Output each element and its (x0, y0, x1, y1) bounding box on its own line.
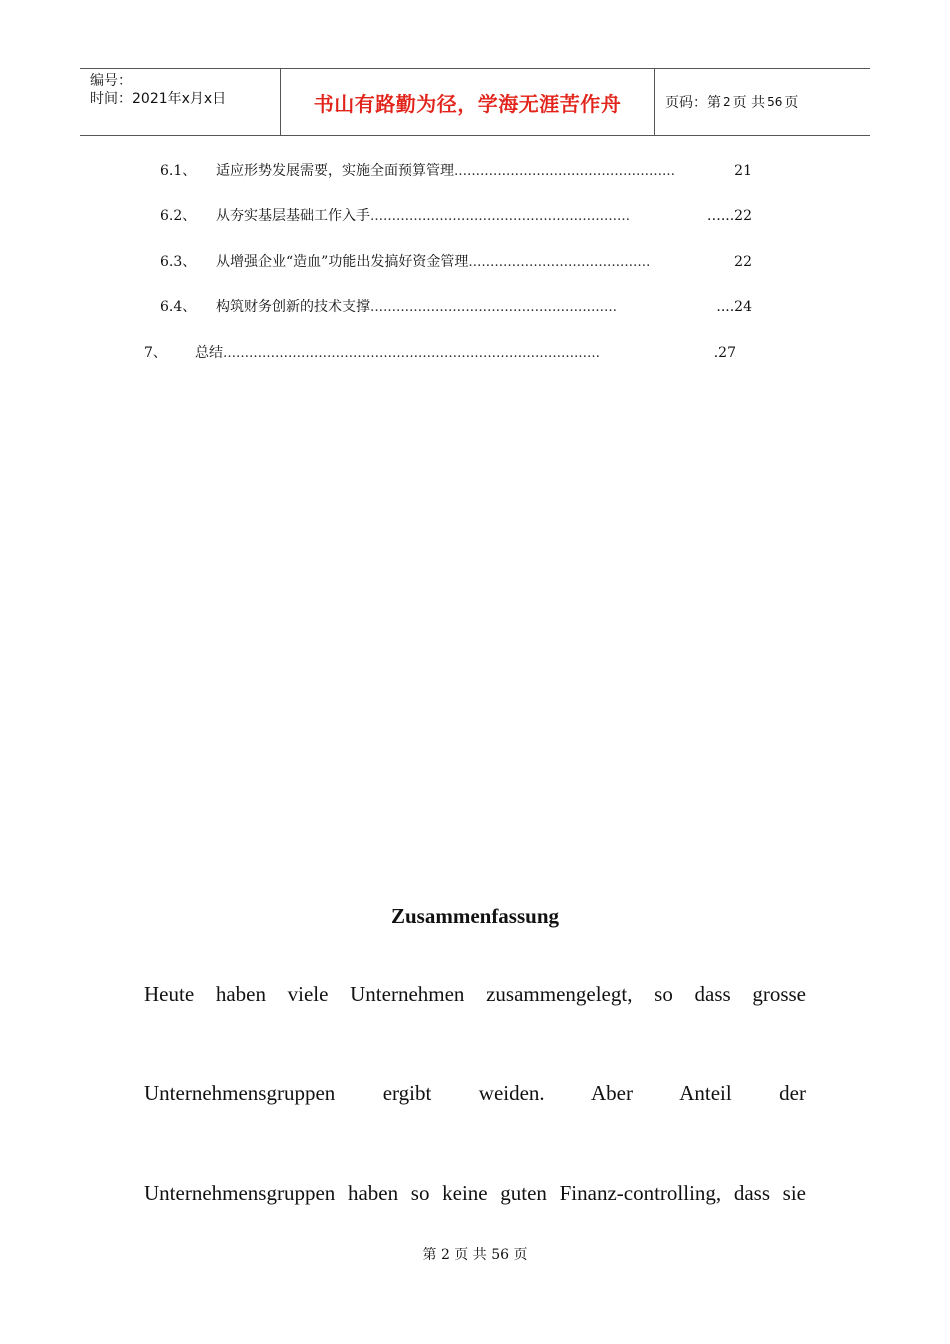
time-label: 时间：2021年x月x日 (90, 91, 227, 107)
toc-leader: …………………………………………………… (370, 209, 630, 224)
toc-page: …...22 (706, 208, 752, 224)
toc-number: 6.2、 (160, 208, 197, 224)
paragraph-line: Unternehmensgruppen ergibt weiden. Aber Anteil der (144, 1081, 806, 1105)
toc-entry[interactable] (160, 251, 752, 273)
toc-title: 总结 (195, 345, 223, 361)
section-heading: Zusammenfassung (390, 904, 560, 928)
toc-entry[interactable] (160, 296, 752, 318)
page-mid: 页 共 (732, 95, 766, 111)
header-motto-cell (281, 69, 655, 135)
toc-leader: ………………………………………………… (370, 300, 617, 315)
toc-page: ....24 (716, 299, 752, 315)
toc-entry[interactable] (144, 342, 736, 364)
serial-label: 编号： (90, 73, 132, 89)
page-prefix: 页码：第 (665, 95, 721, 111)
header-motto: 书山有路勤为径，学海无涯苦作舟 (313, 91, 622, 116)
page-footer: 第 2 页 共 56 页 (422, 1247, 528, 1263)
toc-title: 适应形势发展需要，实施全面预算管理 (216, 163, 454, 179)
toc-entry[interactable] (160, 205, 752, 227)
page-total: 56 (767, 95, 783, 109)
paragraph-line: Heute haben viele Unternehmen zusammengelegt, so dass grosse (144, 982, 806, 1006)
header-meta-cell (80, 69, 281, 135)
toc-number: 6.4、 (160, 299, 197, 315)
toc-title: 从夯实基层基础工作入手 (216, 208, 370, 224)
toc-leader: …………………………………………… (454, 164, 675, 179)
toc-number: 7、 (144, 345, 167, 361)
toc-page: 22 (734, 254, 752, 270)
page-header (80, 68, 870, 136)
toc-entry[interactable] (160, 160, 752, 182)
toc-page: .27 (713, 345, 736, 361)
toc-title: 构筑财务创新的技术支撑 (216, 299, 370, 315)
page-current: 2 (723, 95, 731, 109)
toc-leader: …………………………………………………………………………… (223, 346, 600, 361)
toc-page: 21 (734, 163, 752, 179)
page-suffix: 页 (784, 95, 799, 111)
toc-number: 6.3、 (160, 254, 197, 270)
header-page-cell (655, 69, 870, 135)
paragraph-line: Unternehmensgruppen haben so keine guten Finanz-controlling, dass sie (144, 1181, 806, 1205)
toc-leader: …………………………………… (468, 255, 651, 270)
toc-number: 6.1、 (160, 163, 197, 179)
toc-title: 从增强企业“造血”功能出发搞好资金管理 (216, 254, 469, 270)
